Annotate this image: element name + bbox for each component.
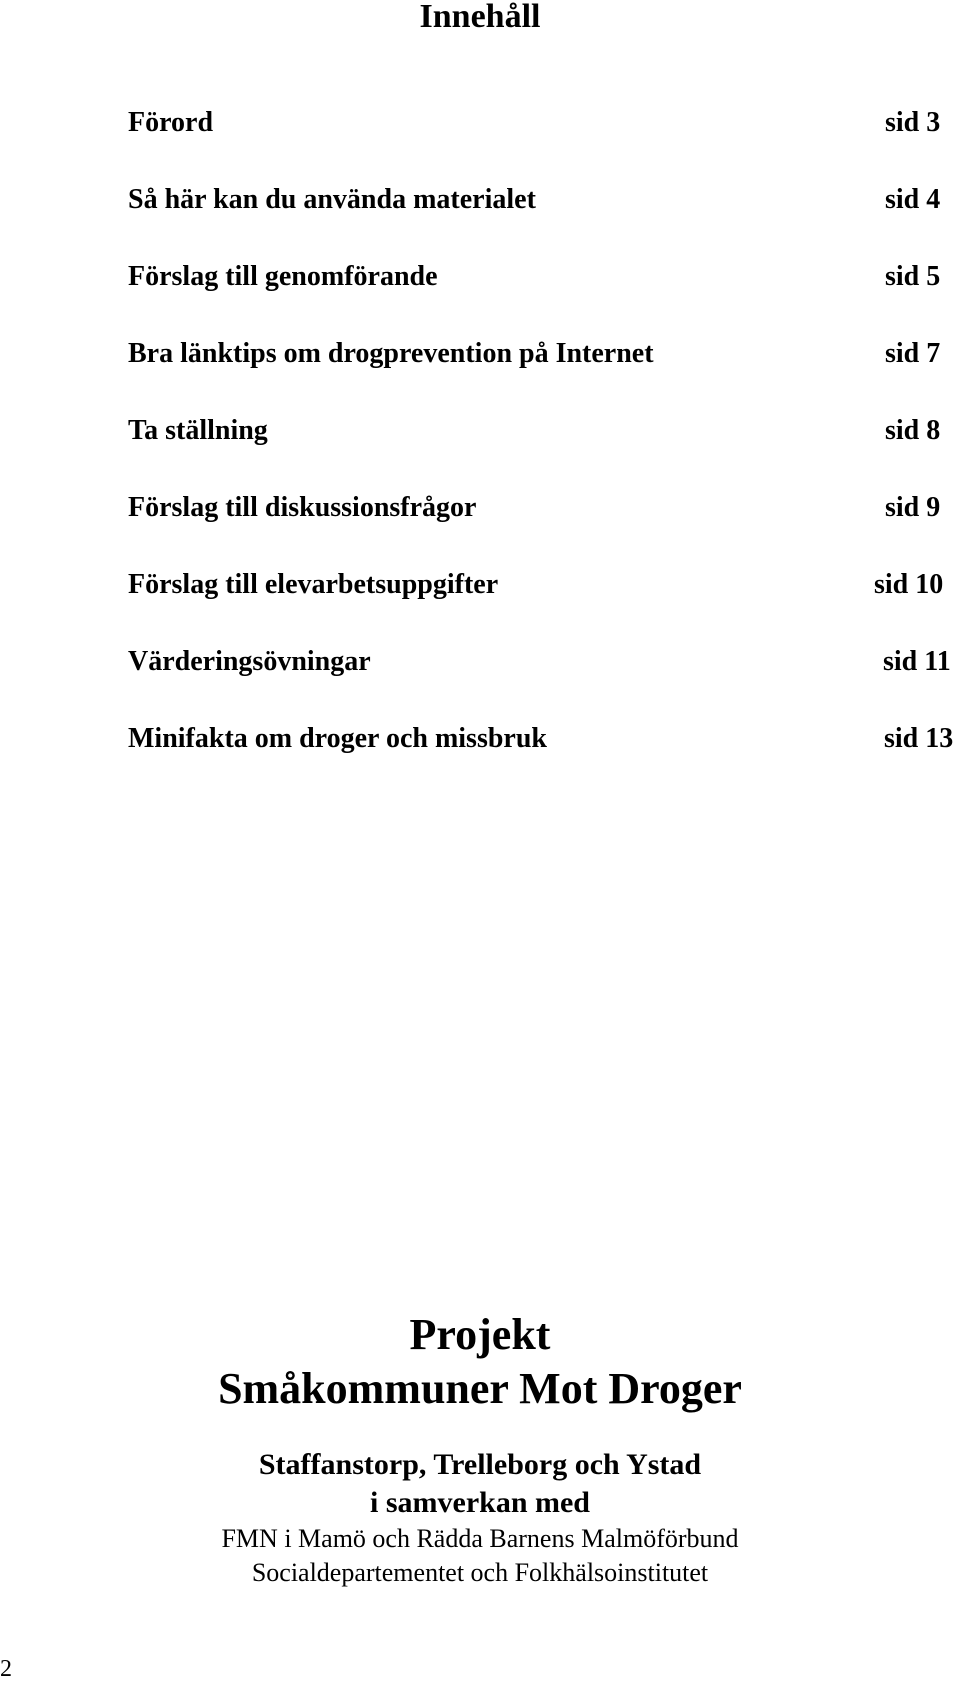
toc-entry-title: Bra länktips om drogprevention på Internet	[128, 338, 654, 369]
toc-entry-title: Förord	[128, 107, 214, 138]
toc-entry-page: sid 10	[874, 569, 944, 600]
project-title: Projekt	[409, 1310, 551, 1359]
toc-entry-page: sid 9	[885, 492, 941, 523]
toc-entry-minifakta	[128, 724, 960, 801]
toc-entry-ta-stallning	[128, 416, 960, 493]
page-number: 2	[0, 1656, 12, 1682]
toc-entry-title: Förslag till elevarbetsuppgifter	[128, 569, 499, 600]
project-name: Småkommuner Mot Droger	[218, 1364, 742, 1413]
toc-entry-title: Så här kan du använda materialet	[128, 184, 536, 215]
toc-entry-varderingsovningar	[128, 647, 960, 724]
toc-entry-diskussionsfragor	[128, 493, 960, 570]
toc-entry-anvanda-materialet	[128, 185, 960, 262]
table-of-contents	[128, 108, 960, 801]
toc-entry-title: Förslag till diskussionsfrågor	[128, 492, 477, 523]
toc-entry-elevarbetsuppgifter	[128, 570, 960, 647]
project-municipalities: Staffanstorp, Trelleborg och Ystad	[258, 1448, 702, 1481]
project-partners-line2: Socialdepartementet och Folkhälsoinstitutet	[251, 1558, 709, 1587]
toc-entry-page: sid 8	[885, 415, 941, 446]
toc-entry-page: sid 4	[885, 184, 941, 215]
toc-entry-title: Förslag till genomförande	[128, 261, 438, 292]
toc-entry-forord	[128, 108, 960, 185]
project-collab-label: i samverkan med	[370, 1486, 590, 1519]
toc-entry-page: sid 3	[885, 107, 941, 138]
toc-entry-page: sid 13	[884, 723, 954, 754]
project-partners-line1: FMN i Mamö och Rädda Barnens Malmöförbund	[221, 1524, 739, 1553]
toc-entry-page: sid 7	[885, 338, 941, 369]
toc-entry-page: sid 5	[885, 261, 941, 292]
toc-entry-genomforande	[128, 262, 960, 339]
toc-entry-lanktips	[128, 339, 960, 416]
toc-entry-title: Ta ställning	[128, 415, 268, 446]
toc-entry-page: sid 11	[883, 646, 951, 677]
page-title: Innehåll	[419, 0, 541, 35]
project-info	[0, 1308, 960, 1590]
toc-entry-title: Minifakta om droger och missbruk	[128, 723, 547, 754]
toc-entry-title: Värderingsövningar	[128, 646, 371, 677]
